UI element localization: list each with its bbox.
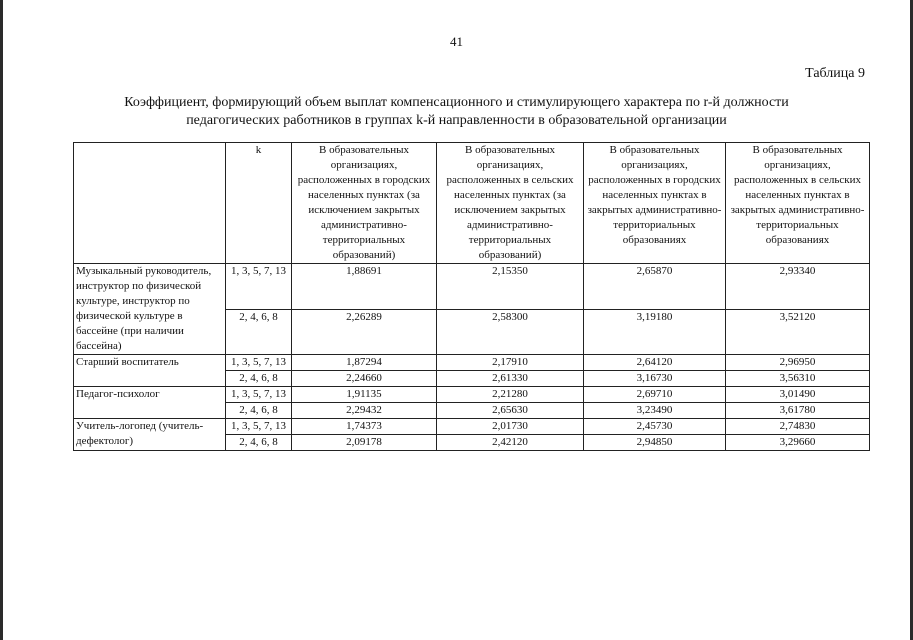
k-groups: 1, 3, 5, 7, 13 — [226, 264, 292, 310]
coefficient-value: 2,26289 — [292, 309, 437, 355]
position-name: Учитель-логопед (учитель-дефектолог) — [74, 419, 226, 451]
position-name: Педагог-психолог — [74, 387, 226, 419]
coefficient-value: 1,88691 — [292, 264, 437, 310]
header-urban: В образовательных организациях, расположенных в городских населенных пунктах (за исключением закрытых административно-территориальных образований) — [292, 143, 437, 264]
coefficient-value: 2,93340 — [726, 264, 870, 310]
document-title — [60, 94, 853, 130]
table-row — [74, 419, 870, 435]
coefficient-value: 3,56310 — [726, 371, 870, 387]
k-groups: 2, 4, 6, 8 — [226, 309, 292, 355]
k-groups: 1, 3, 5, 7, 13 — [226, 355, 292, 371]
k-groups: 1, 3, 5, 7, 13 — [226, 419, 292, 435]
coefficient-value: 1,74373 — [292, 419, 437, 435]
coefficient-value: 2,69710 — [584, 387, 726, 403]
table-row — [74, 355, 870, 371]
table-header-row — [74, 143, 870, 264]
coefficient-value: 3,19180 — [584, 309, 726, 355]
coefficient-value: 2,42120 — [437, 435, 584, 451]
header-k: k — [226, 143, 292, 264]
coefficient-value: 3,61780 — [726, 403, 870, 419]
header-rural: В образовательных организациях, расположенных в сельских населенных пунктах (за исключением закрытых административно-территориальных образований) — [437, 143, 584, 264]
table-row — [74, 387, 870, 403]
table-label: Таблица 9 — [805, 66, 865, 81]
coefficient-value: 2,15350 — [437, 264, 584, 310]
coefficient-value: 3,16730 — [584, 371, 726, 387]
coefficient-value: 2,65870 — [584, 264, 726, 310]
coefficient-value: 2,65630 — [437, 403, 584, 419]
coefficient-value: 1,91135 — [292, 387, 437, 403]
k-groups: 2, 4, 6, 8 — [226, 403, 292, 419]
coefficient-value: 3,23490 — [584, 403, 726, 419]
title-line-1: Коэффициент, формирующий объем выплат компенсационного и стимулирующего характера по r-й должности — [124, 95, 789, 110]
coefficient-value: 2,24660 — [292, 371, 437, 387]
coefficient-value: 2,94850 — [584, 435, 726, 451]
scan-edge-left — [0, 0, 3, 640]
k-groups: 2, 4, 6, 8 — [226, 435, 292, 451]
coefficient-value: 2,64120 — [584, 355, 726, 371]
coefficient-value: 2,29432 — [292, 403, 437, 419]
position-name: Музыкальный руководитель, инструктор по физической культуре, инструктор по физической культуре в бассейне (при наличии бассейна) — [74, 264, 226, 355]
header-urban-zato: В образовательных организациях, расположенных в городских населенных пунктах в закрытых административно-территориальных образованиях — [584, 143, 726, 264]
coefficient-value: 3,29660 — [726, 435, 870, 451]
table-row — [74, 264, 870, 310]
coefficient-value: 2,61330 — [437, 371, 584, 387]
title-line-2: педагогических работников в группах k-й направленности в образовательной организации — [186, 113, 727, 128]
coefficient-value: 3,01490 — [726, 387, 870, 403]
header-rural-zato: В образовательных организациях, расположенных в сельских населенных пунктах в закрытых административно-территориальных образованиях — [726, 143, 870, 264]
coefficient-value: 2,58300 — [437, 309, 584, 355]
coefficient-value: 2,96950 — [726, 355, 870, 371]
coefficient-value: 2,01730 — [437, 419, 584, 435]
coefficient-value: 2,17910 — [437, 355, 584, 371]
coefficient-value: 1,87294 — [292, 355, 437, 371]
coefficient-value: 2,09178 — [292, 435, 437, 451]
k-groups: 2, 4, 6, 8 — [226, 371, 292, 387]
position-name: Старший воспитатель — [74, 355, 226, 387]
coefficient-value: 3,52120 — [726, 309, 870, 355]
k-groups: 1, 3, 5, 7, 13 — [226, 387, 292, 403]
page-number: 41 — [450, 34, 463, 49]
coefficient-value: 2,45730 — [584, 419, 726, 435]
table-body — [74, 264, 870, 451]
coefficient-table — [73, 142, 870, 451]
coefficient-value: 2,21280 — [437, 387, 584, 403]
coefficient-value: 2,74830 — [726, 419, 870, 435]
header-position — [74, 143, 226, 264]
